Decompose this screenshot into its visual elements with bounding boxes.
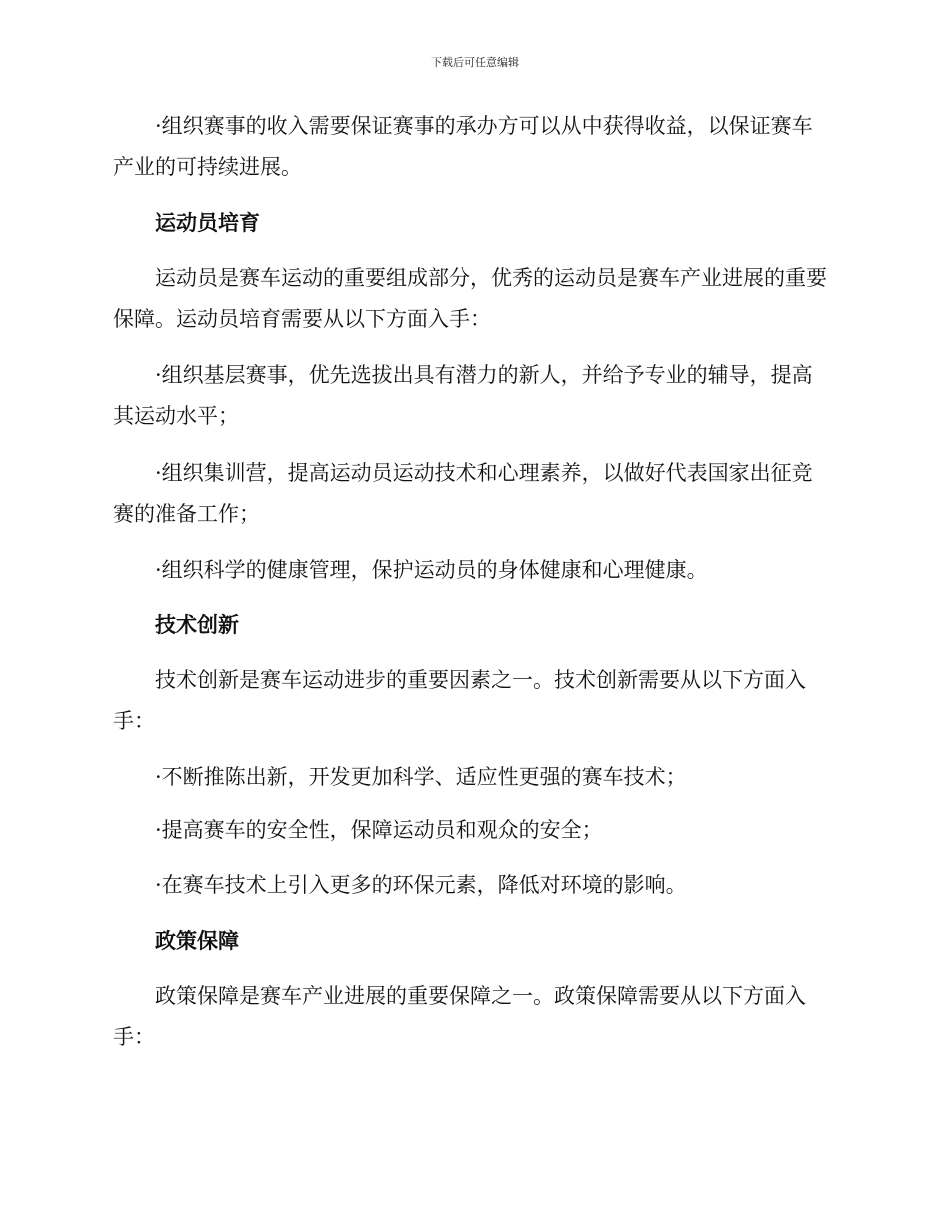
- list-item-training-camp: ·组织集训营，提高运动员运动技术和心理素养，以做好代表国家出征竞赛的准备工作；: [113, 461, 813, 526]
- paragraph-policy-intro: 政策保障是赛车产业进展的重要保障之一。政策保障需要从以下方面入手：: [113, 984, 806, 1049]
- list-item-environment: ·在赛车技术上引入更多的环保元素，降低对环境的影响。: [155, 873, 687, 897]
- section-heading-tech-innovation: 技术创新: [155, 613, 239, 637]
- paragraph-tech-intro: 技术创新是赛车运动进步的重要因素之一。技术创新需要从以下方面入手：: [113, 668, 806, 733]
- paragraph-athlete-intro: 运动员是赛车运动的重要组成部分，优秀的运动员是赛车产业进展的重要保障。运动员培育需要从以下方面入手：: [113, 266, 827, 331]
- paragraph-revenue: ·组织赛事的收入需要保证赛事的承办方可以从中获得收益，以保证赛车产业的可持续进展。: [113, 114, 813, 179]
- list-item-new-tech: ·不断推陈出新，开发更加科学、适应性更强的赛车技术；: [155, 765, 687, 789]
- list-item-grassroots-events: ·组织基层赛事，优先选拔出具有潜力的新人，并给予专业的辅导，提高其运动水平；: [113, 363, 813, 428]
- section-heading-policy: 政策保障: [155, 929, 239, 953]
- page-header: 下载后可任意编辑: [431, 56, 519, 69]
- list-item-health-management: ·组织科学的健康管理，保护运动员的身体健康和心理健康。: [155, 558, 708, 582]
- list-item-safety: ·提高赛车的安全性，保障运动员和观众的安全；: [155, 818, 603, 842]
- section-heading-athlete-training: 运动员培育: [155, 211, 260, 235]
